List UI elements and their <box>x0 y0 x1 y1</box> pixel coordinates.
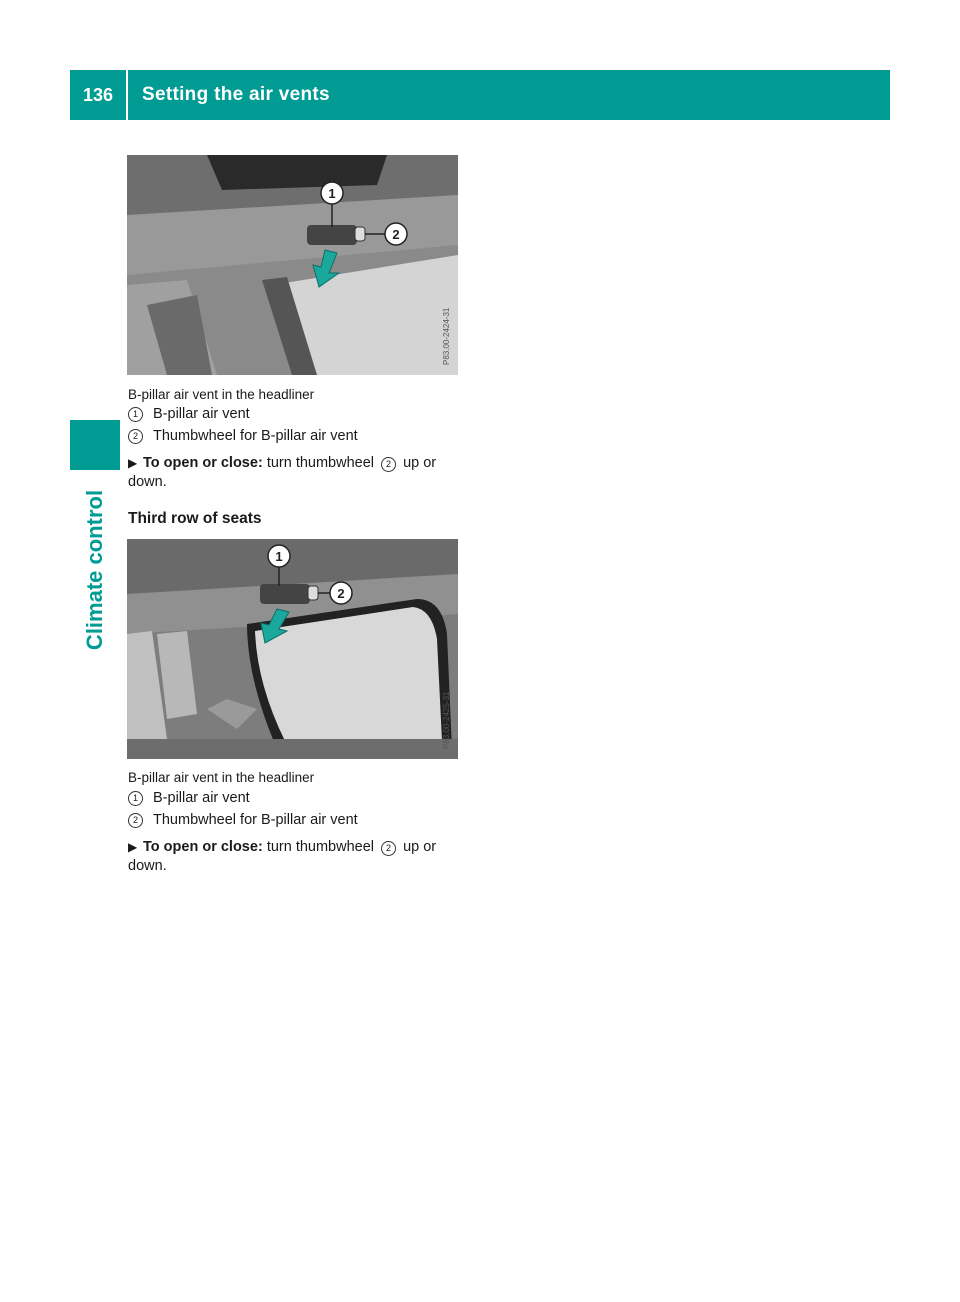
side-tab-marker <box>70 420 120 470</box>
figure-third-row-vent <box>127 539 458 759</box>
legend-item <box>128 406 250 422</box>
instruction-step <box>128 838 460 876</box>
number-badge: 2 <box>128 813 143 828</box>
arrow-right-icon: ▶ <box>128 456 138 470</box>
number-badge: 2 <box>128 429 143 444</box>
instruction-text: up or down. <box>128 455 437 490</box>
number-badge: 1 <box>128 407 143 422</box>
legend-text: B-pillar air vent <box>153 406 250 422</box>
instruction-label: To open or close: <box>143 455 263 471</box>
figure-code: P83.00-2425-31 <box>442 691 451 749</box>
side-tab-text: Climate control <box>82 489 108 651</box>
figure-code: P83.00-2424-31 <box>442 307 451 365</box>
legend-text: Thumbwheel for B-pillar air vent <box>153 812 358 828</box>
instruction-text: up or down. <box>128 839 437 874</box>
section-heading: Third row of seats <box>128 510 262 527</box>
page-number: 136 <box>70 70 128 120</box>
instruction-label: To open or close: <box>143 839 263 855</box>
arrow-right-icon: ▶ <box>128 840 138 854</box>
instruction-text: turn thumbwheel <box>266 839 375 855</box>
legend-item <box>128 790 250 806</box>
svg-text:1: 1 <box>275 549 283 564</box>
svg-text:1: 1 <box>328 186 336 201</box>
legend-text: B-pillar air vent <box>153 790 250 806</box>
page-header <box>70 70 890 120</box>
instruction-text: turn thumbwheel <box>266 455 375 471</box>
figure-caption: B-pillar air vent in the headliner <box>128 387 315 402</box>
side-tab-label <box>70 480 120 660</box>
legend-item <box>128 812 358 828</box>
number-badge: 2 <box>381 841 396 856</box>
legend-item <box>128 428 358 444</box>
figure-b-pillar-vent <box>127 155 458 375</box>
number-badge: 2 <box>381 457 396 472</box>
instruction-step <box>128 454 460 492</box>
page-title: Setting the air vents <box>142 84 330 105</box>
legend-text: Thumbwheel for B-pillar air vent <box>153 428 358 444</box>
svg-text:2: 2 <box>392 227 400 242</box>
figure-caption: B-pillar air vent in the headliner <box>128 770 315 785</box>
svg-text:2: 2 <box>337 586 345 601</box>
number-badge: 1 <box>128 791 143 806</box>
